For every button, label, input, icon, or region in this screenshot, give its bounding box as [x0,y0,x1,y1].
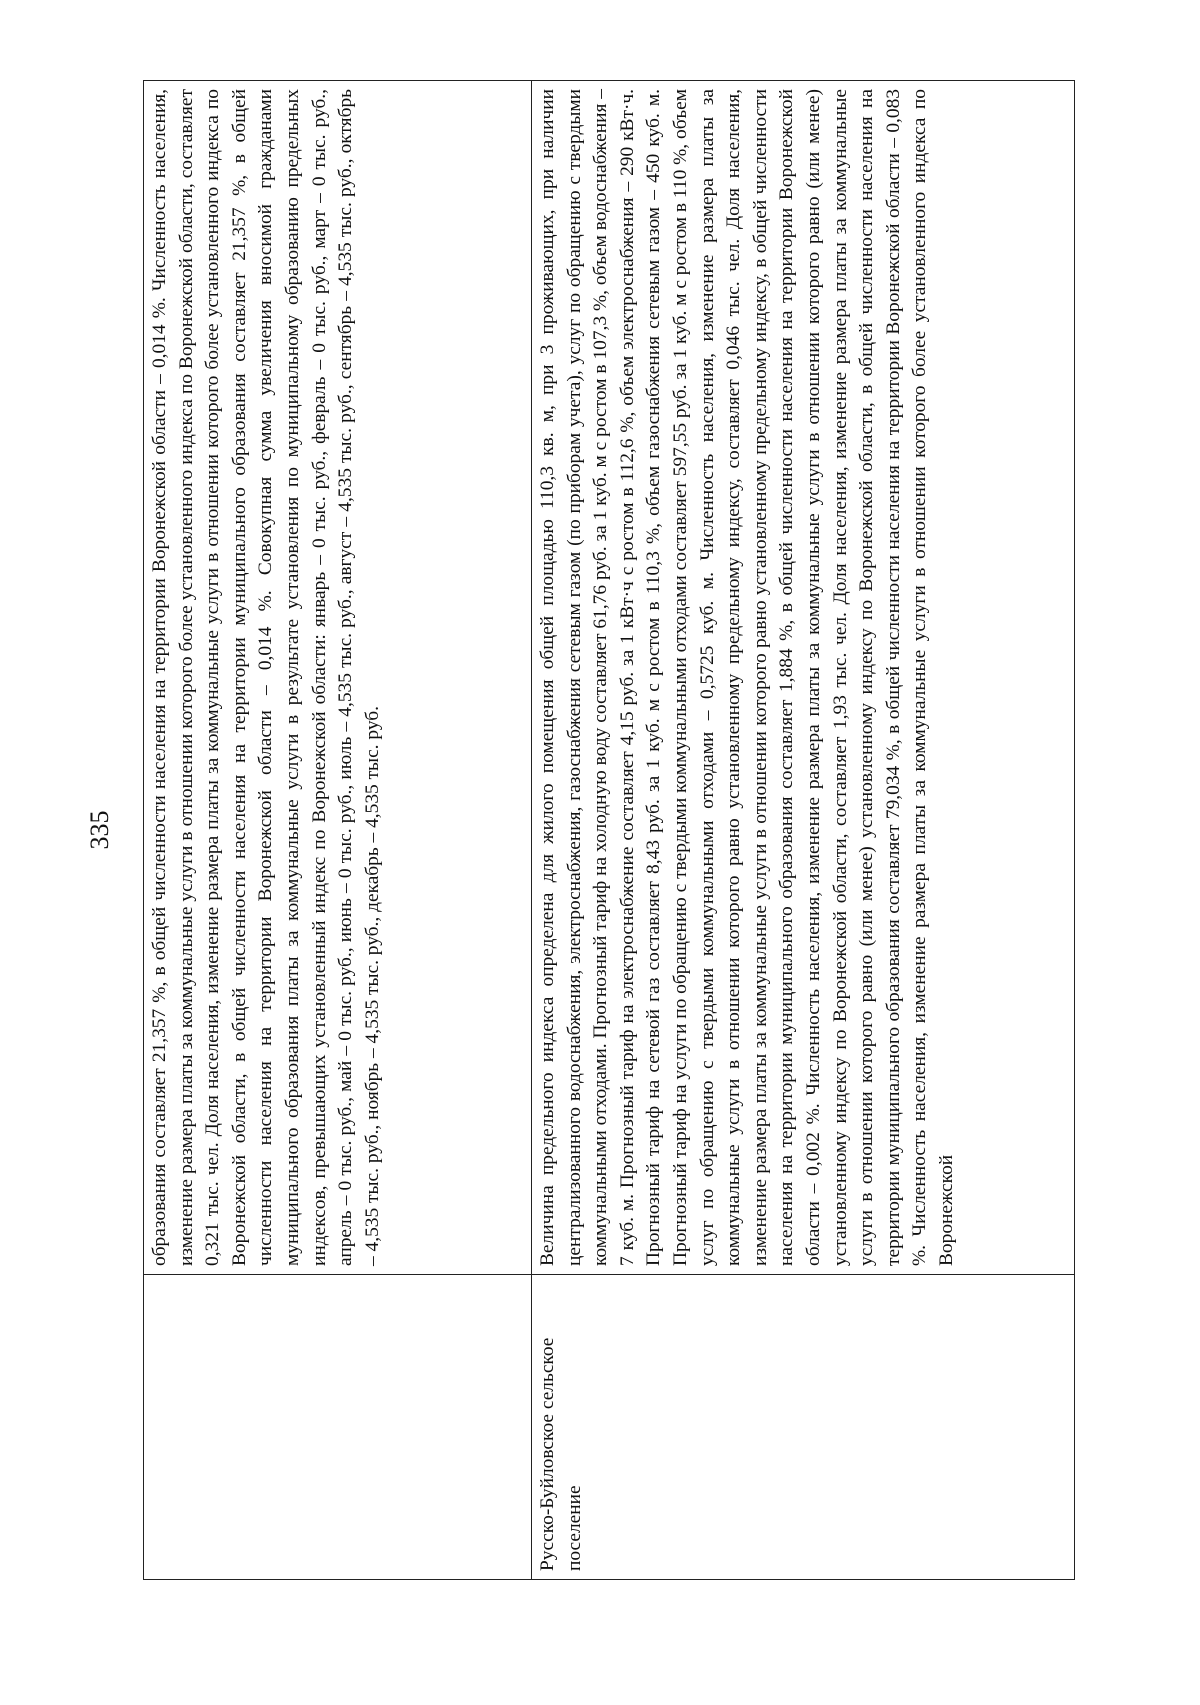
table-cell-name [144,1275,532,1580]
table-cell-text [532,81,1075,1275]
settlement-name: Русско-Буйловское сельское поселение [537,1337,585,1571]
document-table [143,80,1075,1580]
row-text: Величина предельного индекса определена для жилого помещения общей площадью 110,3 кв. м, при 3 проживающих, при наличии централизованного водоснабжения, электроснабжения, газоснабжения сетевым газом (по приборам учета), услуг по обращению с твердыми коммунальными отходами. Прогнозный тариф на холодную воду составляет 61,76 руб. за 1 куб. м с ростом в 107,3 %, объем водоснабжения – 7 куб. м. Прогнозный тариф на электроснабжение составляет 4,15 руб. за 1 кВт·ч с ростом в 112,6 %, объем электроснабжения – 290 кВт·ч. Прогнозный тариф на сетевой газ составляет 8,43 руб. за 1 куб. м с ростом в 110,3 %, объем газоснабжения сетевым газом – 450 куб. м. Прогнозный тариф на услуги по обращению с твердыми коммунальными отходами составляет 597,55 руб. за 1 куб. м с ростом в 110 %, объем услуг по обращению с твердыми коммунальными отходами – 0,5725 куб. м. Численность населения, изменение размера платы за коммунальные услуги в отношении которого равно установленному предельному индексу, составляет 0,046 тыс. чел. Доля населения, изменение размера платы за коммунальные услуги в отношении которого равно установленному предельному индексу, в общей численности населения на территории муниципального образования составляет 1,884 %, в общей численности населения на территории Воронежской области – 0,002 %. Численность населения, изменение размера платы за коммунальные услуги в отношении которого равно (или менее) установленному индексу по Воронежской области, составляет 1,93 тыс. чел. Доля населения, изменение размера платы за коммунальные услуги в отношении которого равно (или менее) установленному индексу по Воронежской области, в общей численности населения на территории муниципального образования составляет 79,034 %, в общей численности населения на территории Воронежской области – 0,083 %. Численность населения, изменение размера платы за коммунальные услуги в отношении которого более установленного индекса по Воронежской [537,89,957,1266]
row-text: образования составляет 21,357 %, в общей численности населения на территории Воронежской области – 0,014 %. Численность населения, изменение размера платы за коммунальные услуги в отношении которого более установленного индекса по Воронежской области, составляет 0,321 тыс. чел. Доля населения, изменение размера платы за коммунальные услуги в отношении которого более установленного индекса по Воронежской области, в общей численности населения на территории муниципального образования составляет 21,357 %, в общей численности населения на территории Воронежской области – 0,014 %. Совокупная сумма увеличения вносимой гражданами муниципального образования платы за коммунальные услуги в результате установления по муниципальному образованию предельных индексов, превышающих установленный индекс по Воронежской области: январь – 0 тыс. руб., февраль – 0 тыс. руб., март – 0 тыс. руб., апрель – 0 тыс. руб., май – 0 тыс. руб., июнь – 0 тыс. руб., июль – 4,535 тыс. руб., август – 4,535 тыс. руб., сентябрь – 4,535 тыс. руб., октябрь – 4,535 тыс. руб., ноябрь – 4,535 тыс. руб., декабрь – 4,535 тыс. руб. [149,89,383,1266]
table-cell-text [144,81,532,1275]
page-number: 335 [85,810,114,850]
table-row [532,81,1075,1580]
table-row [144,81,532,1580]
table-cell-name [532,1275,1075,1580]
rotated-page-content [75,80,1075,1580]
